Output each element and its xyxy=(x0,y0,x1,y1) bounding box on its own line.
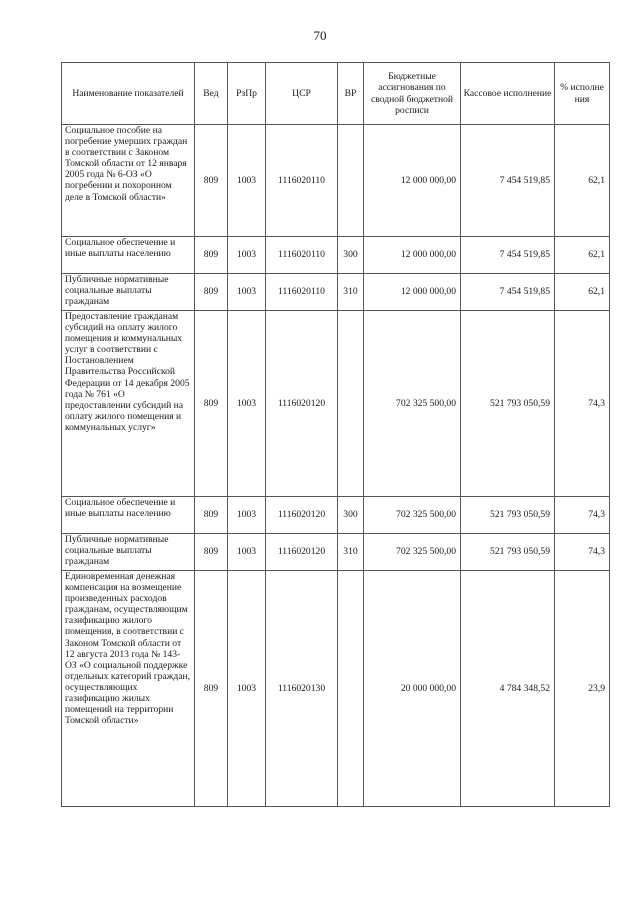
row-rzpr: 1003 xyxy=(228,497,266,534)
row-csr: 1116020120 xyxy=(266,497,338,534)
row-name: Единовременная денежная компенсация на возмещение произведенных расходов гражданам, осуществляющим газификацию жилого помещения, в соответствии с Законом Томской области от 12 августа 2013 года № 143-ОЗ «О социальной поддержке отдельных категорий граждан, осуществляющих газификацию жилых помещений на территории Томской области» xyxy=(62,571,195,807)
row-ved: 809 xyxy=(195,274,228,311)
row-cash: 7 454 519,85 xyxy=(461,237,555,274)
row-percent: 23,9 xyxy=(555,571,610,807)
row-csr: 1116020110 xyxy=(266,274,338,311)
row-percent: 62,1 xyxy=(555,237,610,274)
row-rzpr: 1003 xyxy=(228,534,266,571)
header-percent: % исполне ния xyxy=(555,63,610,125)
row-csr: 1116020110 xyxy=(266,125,338,237)
row-budget: 702 325 500,00 xyxy=(364,534,461,571)
row-csr: 1116020130 xyxy=(266,571,338,807)
row-vr: 310 xyxy=(338,274,364,311)
row-cash: 7 454 519,85 xyxy=(461,125,555,237)
row-csr: 1116020110 xyxy=(266,237,338,274)
header-vr: ВР xyxy=(338,63,364,125)
row-percent: 74,3 xyxy=(555,311,610,497)
row-budget: 702 325 500,00 xyxy=(364,497,461,534)
row-rzpr: 1003 xyxy=(228,237,266,274)
table-row xyxy=(62,497,610,534)
table-row xyxy=(62,311,610,497)
row-ved: 809 xyxy=(195,534,228,571)
row-budget: 12 000 000,00 xyxy=(364,237,461,274)
row-csr: 1116020120 xyxy=(266,311,338,497)
row-name: Социальное обеспечение и иные выплаты населению xyxy=(62,497,195,534)
row-csr: 1116020120 xyxy=(266,534,338,571)
row-cash: 7 454 519,85 xyxy=(461,274,555,311)
row-ved: 809 xyxy=(195,497,228,534)
row-ved: 809 xyxy=(195,311,228,497)
row-percent: 74,3 xyxy=(555,497,610,534)
table-row xyxy=(62,274,610,311)
row-rzpr: 1003 xyxy=(228,274,266,311)
row-name: Социальное обеспечение и иные выплаты населению xyxy=(62,237,195,274)
row-vr xyxy=(338,125,364,237)
row-rzpr: 1003 xyxy=(228,571,266,807)
row-percent: 74,3 xyxy=(555,534,610,571)
header-csr: ЦСР xyxy=(266,63,338,125)
row-name: Публичные нормативные социальные выплаты гражданам xyxy=(62,274,195,311)
table-row xyxy=(62,237,610,274)
row-cash: 521 793 050,59 xyxy=(461,534,555,571)
row-vr xyxy=(338,571,364,807)
row-cash: 4 784 348,52 xyxy=(461,571,555,807)
header-rzpr: РзПр xyxy=(228,63,266,125)
header-ved: Вед xyxy=(195,63,228,125)
page-number: 70 xyxy=(313,28,327,43)
row-rzpr: 1003 xyxy=(228,311,266,497)
row-percent: 62,1 xyxy=(555,274,610,311)
row-ved: 809 xyxy=(195,237,228,274)
row-vr: 300 xyxy=(338,237,364,274)
row-budget: 12 000 000,00 xyxy=(364,125,461,237)
row-percent: 62,1 xyxy=(555,125,610,237)
row-name: Социальное пособие на погребение умерших граждан в соответствии с Законом Томской области от 12 января 2005 года № 6-ОЗ «О погребении и похоронном деле в Томской области» xyxy=(62,125,195,237)
header-cash: Кассовое исполнение xyxy=(461,63,555,125)
row-cash: 521 793 050,59 xyxy=(461,311,555,497)
row-budget: 702 325 500,00 xyxy=(364,311,461,497)
row-vr: 300 xyxy=(338,497,364,534)
row-budget: 12 000 000,00 xyxy=(364,274,461,311)
row-name: Предоставление гражданам субсидий на оплату жилого помещения и коммунальных услуг в соответствии с Постановлением Правительства Российской Федерации от 14 декабря 2005 года № 761 «О предоставлении субсидий на оплату жилого помещения и коммунальных услуг» xyxy=(62,311,195,497)
table-row xyxy=(62,571,610,807)
row-budget: 20 000 000,00 xyxy=(364,571,461,807)
table-row xyxy=(62,125,610,237)
row-name: Публичные нормативные социальные выплаты гражданам xyxy=(62,534,195,571)
row-cash: 521 793 050,59 xyxy=(461,497,555,534)
budget-table xyxy=(61,62,610,807)
row-ved: 809 xyxy=(195,571,228,807)
row-vr: 310 xyxy=(338,534,364,571)
row-rzpr: 1003 xyxy=(228,125,266,237)
header-budget: Бюджетные ассигнования по сводной бюджетной росписи xyxy=(364,63,461,125)
table-row xyxy=(62,534,610,571)
row-ved: 809 xyxy=(195,125,228,237)
header-name: Наименование показателей xyxy=(62,63,195,125)
row-vr xyxy=(338,311,364,497)
table-header-row xyxy=(62,63,610,125)
